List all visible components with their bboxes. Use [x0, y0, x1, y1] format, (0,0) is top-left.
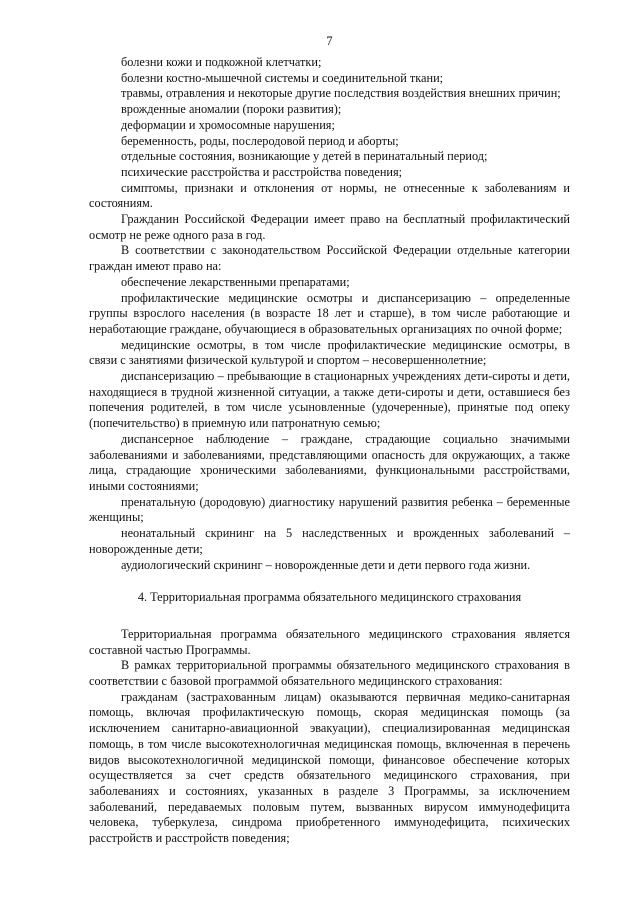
paragraph: Территориальная программа обязательного медицинского страхования является составной частью Программы.: [89, 626, 570, 657]
paragraph: профилактические медицинские осмотры и диспансеризацию – определенные группы взрослого населения (в возрасте 18 лет и старше), в том числе работающие и неработающие граждане, обучающиеся в образовательных организациях по очной форме;: [89, 290, 570, 336]
paragraph: В соответствии с законодательством Российской Федерации отдельные категории граждан имеют право на:: [89, 243, 570, 274]
paragraph: неонатальный скрининг на 5 наследственных и врожденных заболеваний – новорожденные дети;: [89, 526, 570, 556]
page-number: 7: [326, 34, 333, 48]
paragraph: диспансерное наблюдение – граждане, страдающие социально значимыми заболеваниями и заболеваниями, представляющими опасность для окружающих, а также лица, страдающие хроническими заболеваниями, функциональными расстройствами, иными состояниями;: [89, 431, 570, 493]
paragraph: врожденные аномалии (пороки развития);: [121, 102, 342, 117]
document-page: [89, 34, 570, 847]
paragraph: обеспечение лекарственными препаратами;: [121, 274, 350, 289]
paragraph: симптомы, признаки и отклонения от нормы, не отнесенные к заболеваниям и состояниям.: [89, 180, 570, 211]
list-section-bottom: [89, 627, 570, 847]
paragraph: аудиологический скрининг – новорожденные дети и дети первого года жизни.: [121, 557, 531, 572]
paragraph: психические расстройства и расстройства поведения;: [121, 164, 403, 179]
paragraph: В рамках территориальной программы обязательного медицинского страхования в соответствии с базовой программой обязательного медицинского страхования:: [89, 658, 570, 689]
paragraph: отдельные состояния, возникающие у детей в перинатальный период;: [121, 149, 488, 164]
section-heading: 4. Территориальная программа обязательного медицинского страхования: [137, 590, 522, 605]
paragraph: деформации и хромосомные нарушения;: [121, 117, 335, 132]
paragraph: диспансеризацию – пребывающие в стационарных учреждениях дети-сироты и дети, находящиеся в трудной жизненной ситуации, а также дети-сироты и дети, оставшиеся без попечения родителей, в том числе усыновленные (удочеренные), принятые под опеку (попечительство) в приемную или патронатную семью;: [89, 369, 570, 431]
paragraph: травмы, отравления и некоторые другие последствия воздействия внешних причин;: [121, 86, 561, 101]
paragraph: Гражданин Российской Федерации имеет право на бесплатный профилактический осмотр не реже одного раза в год.: [89, 212, 570, 242]
paragraph: гражданам (застрахованным лицам) оказываются первичная медико-санитарная помощь, включая профилактическую помощь, скорая медицинская помощь (за исключением санитарно-авиационной эвакуации), специализированная медицинская помощь, в том числе высокотехнологичная медицинская помощь, включенная в перечень видов высокотехнологичной медицинской помощи, финансовое обеспечение которых осуществляется за счет средств обязательного медицинского страхования, при заболеваниях и состояниях, указанных в разделе 3 Программы, за исключением заболеваний, передаваемых половым путем, вызванных вирусом иммунодефицита человека, туберкулеза, синдрома приобретенного иммунодефицита, психических расстройств и расстройств поведения;: [89, 689, 570, 846]
paragraph: беременность, роды, послеродовой период и аборты;: [121, 133, 399, 148]
paragraph: болезни кожи и подкожной клетчатки;: [121, 55, 322, 69]
paragraph: болезни костно-мышечной системы и соединительной ткани;: [121, 70, 444, 85]
paragraph: медицинские осмотры, в том числе профилактические медицинские осмотры, в связи с занятиями физической культурой и спортом – несовершеннолетние;: [89, 337, 570, 368]
list-section-top: [89, 55, 570, 573]
paragraph: пренатальную (дородовую) диагностику нарушений развития ребенка – беременные женщины;: [89, 494, 570, 525]
